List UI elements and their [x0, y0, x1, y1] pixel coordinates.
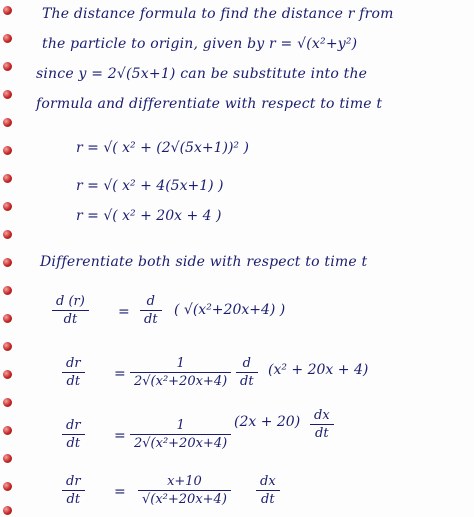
binder-ring — [3, 398, 12, 407]
eq7-lhs-fraction — [62, 474, 85, 507]
eq5-coefficient-numerator: 1 — [176, 356, 185, 371]
eq4-lhs-fraction — [52, 294, 89, 327]
eq4-rhs-derivative — [140, 294, 162, 327]
substitution-eq-3: r = √( x² + 20x + 4 ) — [76, 208, 222, 224]
eq7-main-fraction — [138, 474, 231, 507]
eq6-expression: (2x + 20) — [234, 414, 301, 430]
eq4-rhs-expression: ( √(x²+20x+4) ) — [174, 302, 286, 318]
binder-ring — [3, 146, 12, 155]
eq6-dx-denominator: dt — [315, 426, 329, 441]
eq6-dx-numerator: dx — [314, 408, 330, 423]
binder-ring — [3, 482, 12, 491]
eq7-lhs-numerator: dr — [66, 474, 81, 489]
eq4-rhs-numerator: d — [146, 294, 155, 309]
eq7-dx-dt-fraction — [256, 474, 280, 507]
eq6-dx-dt-fraction — [310, 408, 334, 441]
binder-ring — [3, 118, 12, 127]
binder-ring — [3, 62, 12, 71]
substitution-eq-1: r = √( x² + (2√(5x+1))² ) — [76, 140, 249, 156]
eq7-equals: = — [114, 484, 126, 500]
eq7-dx-denominator: dt — [261, 492, 275, 507]
binder-ring — [3, 506, 12, 515]
binder-ring — [3, 370, 12, 379]
binder-ring — [3, 342, 12, 351]
eq7-lhs-denominator: dt — [66, 492, 81, 507]
eq5-lhs-fraction — [62, 356, 85, 389]
intro-line-3: since y = 2√(5x+1) can be substitute into the — [36, 66, 368, 82]
eq7-dx-numerator: dx — [260, 474, 276, 489]
eq7-main-numerator: x+10 — [167, 474, 202, 489]
eq4-rhs-denominator: dt — [144, 312, 158, 327]
binder-ring — [3, 230, 12, 239]
eq6-coefficient-fraction — [130, 418, 231, 451]
eq6-lhs-fraction — [62, 418, 85, 451]
binder-ring — [3, 314, 12, 323]
eq5-derivative-denominator: dt — [240, 374, 254, 389]
eq6-lhs-denominator: dt — [66, 436, 81, 451]
eq7-main-denominator: √(x²+20x+4) — [142, 492, 227, 507]
eq5-derivative-numerator: d — [242, 356, 251, 371]
intro-line-2: the particle to origin, given by r = √(x²+y²) — [42, 36, 358, 52]
eq5-derivative-operator — [236, 356, 258, 389]
eq5-coefficient-fraction — [130, 356, 231, 389]
eq5-lhs-numerator: dr — [66, 356, 81, 371]
eq6-equals: = — [114, 428, 126, 444]
binder-ring — [3, 258, 12, 267]
eq6-lhs-numerator: dr — [66, 418, 81, 433]
binder-ring — [3, 286, 12, 295]
intro-line-1: The distance formula to find the distance r from — [42, 6, 394, 22]
binder-ring — [3, 34, 12, 43]
binder-ring — [3, 6, 12, 15]
binder-ring — [3, 426, 12, 435]
differentiate-heading: Differentiate both side with respect to time t — [40, 254, 368, 270]
intro-line-4: formula and differentiate with respect to time t — [36, 96, 383, 112]
eq5-lhs-denominator: dt — [66, 374, 81, 389]
eq4-equals: = — [118, 304, 130, 320]
binder-ring — [3, 454, 12, 463]
binder-ring — [3, 174, 12, 183]
binder-ring — [3, 202, 12, 211]
eq5-expression: (x² + 20x + 4) — [268, 362, 369, 378]
eq5-coefficient-denominator: 2√(x²+20x+4) — [134, 374, 228, 389]
eq6-coefficient-denominator: 2√(x²+20x+4) — [134, 436, 228, 451]
binder-margin — [0, 0, 16, 517]
binder-ring — [3, 90, 12, 99]
eq6-coefficient-numerator: 1 — [176, 418, 185, 433]
eq4-lhs-numerator: d (r) — [56, 294, 85, 309]
eq5-equals: = — [114, 366, 126, 382]
eq4-lhs-denominator: dt — [63, 312, 78, 327]
substitution-eq-2: r = √( x² + 4(5x+1) ) — [76, 178, 224, 194]
